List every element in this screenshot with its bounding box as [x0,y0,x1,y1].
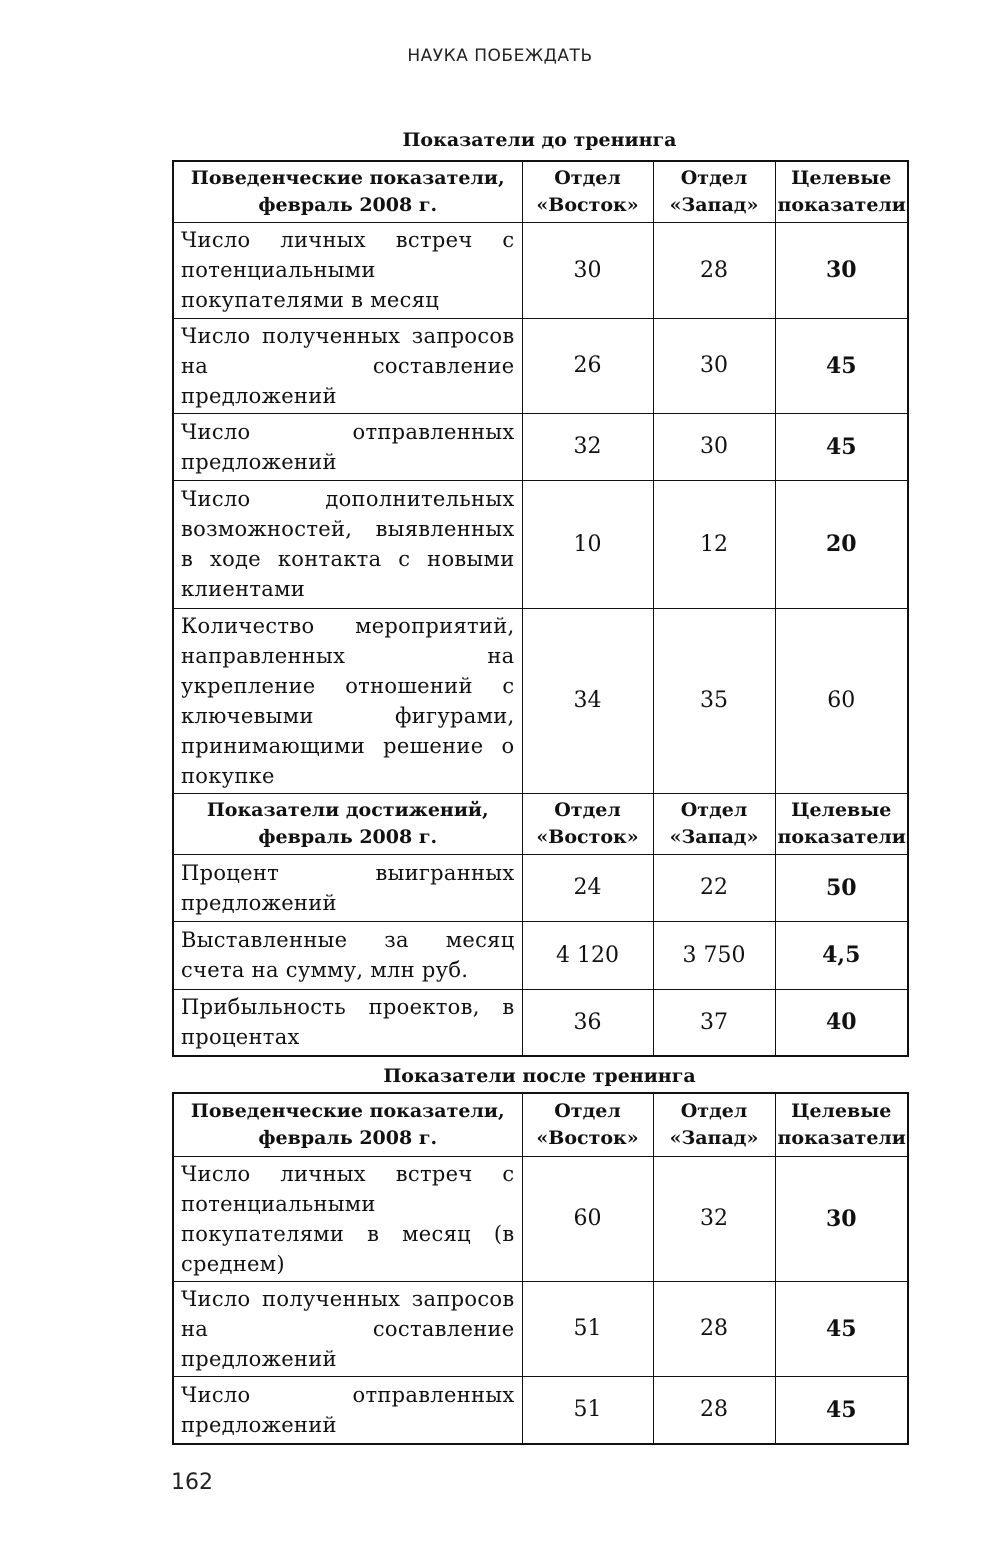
row-east: 34 [522,608,653,793]
row-west: 28 [653,1281,775,1376]
row-label: Число отправленных предложений [173,413,522,480]
row-east: 4 120 [522,921,653,989]
row-target: 45 [775,318,908,413]
table-row [173,854,908,921]
table-row [173,413,908,480]
subheader-label: Показатели достижений, февраль 2008 г. [173,793,522,854]
row-west: 35 [653,608,775,793]
header-target: Целевые показатели [775,161,908,222]
header-east: Отдел «Восток» [522,1093,653,1156]
row-label: Число личных встреч с потенциальными покупателями в месяц (в среднем) [173,1156,522,1281]
table-row [173,1281,908,1376]
header-west: Отдел «Запад» [653,1093,775,1156]
row-west: 30 [653,413,775,480]
header-label: Поведенческие показатели, февраль 2008 г. [173,1093,522,1156]
row-west: 28 [653,222,775,318]
row-target: 50 [775,854,908,921]
row-target: 45 [775,1376,908,1444]
row-east: 26 [522,318,653,413]
row-target: 40 [775,989,908,1056]
row-target: 60 [775,608,908,793]
row-east: 30 [522,222,653,318]
row-west: 12 [653,480,775,608]
row-west: 3 750 [653,921,775,989]
table-row [173,1156,908,1281]
subheader-target: Целевые показатели [775,793,908,854]
table-row [173,608,908,793]
running-head: НАУКА ПОБЕЖДАТЬ [407,46,593,66]
row-label: Количество мероприятий, направленных на укрепление отношений с ключевыми фигурами, принимающими решение о покупке [173,608,522,793]
table-row [173,318,908,413]
header-west: Отдел «Запад» [653,161,775,222]
row-east: 32 [522,413,653,480]
row-label: Число личных встреч с потенциальными покупателями в месяц [173,222,522,318]
table-before-caption: Показатели до тренинга [402,129,677,151]
header-east: Отдел «Восток» [522,161,653,222]
table-subheader-row [173,793,908,854]
subheader-east: Отдел «Восток» [522,793,653,854]
row-east: 10 [522,480,653,608]
row-target: 30 [775,1156,908,1281]
row-east: 51 [522,1376,653,1444]
table-header-row [173,1093,908,1156]
row-east: 51 [522,1281,653,1376]
row-target: 45 [775,1281,908,1376]
header-label: Поведенческие показатели, февраль 2008 г. [173,161,522,222]
row-label: Число полученных запросов на составление предложений [173,1281,522,1376]
row-east: 60 [522,1156,653,1281]
table-row [173,1376,908,1444]
row-west: 22 [653,854,775,921]
row-target: 4,5 [775,921,908,989]
row-label: Выставленные за месяц счета на сумму, млн руб. [173,921,522,989]
row-east: 24 [522,854,653,921]
row-west: 28 [653,1376,775,1444]
table-header-row [173,161,908,222]
table-before [172,160,909,1057]
header-target: Целевые показатели [775,1093,908,1156]
table-after-caption: Показатели после тренинга [383,1065,696,1087]
row-target: 20 [775,480,908,608]
page-number: 162 [171,1470,213,1495]
row-label: Прибыльность проектов, в процентах [173,989,522,1056]
subheader-west: Отдел «Запад» [653,793,775,854]
row-west: 32 [653,1156,775,1281]
row-target: 30 [775,222,908,318]
row-target: 45 [775,413,908,480]
table-after [172,1092,909,1445]
row-label: Число дополнительных возможностей, выявленных в ходе контакта с новыми клиентами [173,480,522,608]
row-west: 37 [653,989,775,1056]
table-row [173,989,908,1056]
row-label: Число отправленных предложений [173,1376,522,1444]
row-west: 30 [653,318,775,413]
table-row [173,222,908,318]
row-label: Число полученных запросов на составление предложений [173,318,522,413]
table-row [173,480,908,608]
row-label: Процент выигранных предложений [173,854,522,921]
table-row [173,921,908,989]
row-east: 36 [522,989,653,1056]
